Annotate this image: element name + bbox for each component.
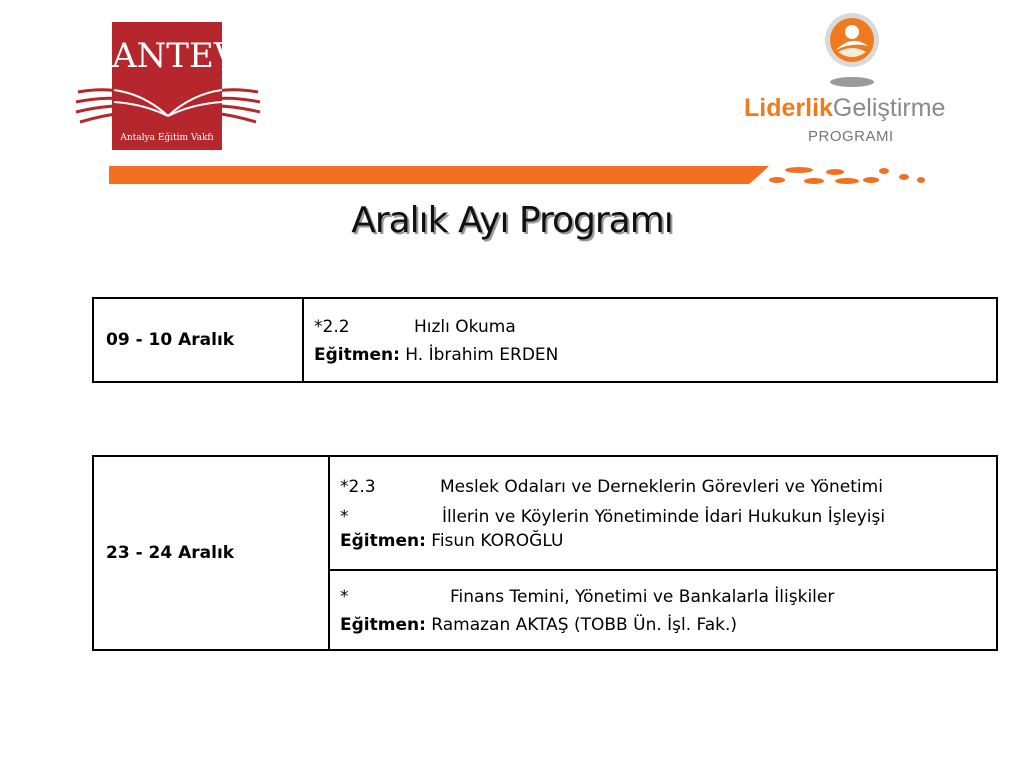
session-line xyxy=(314,313,984,341)
session-code: * xyxy=(340,507,349,527)
date-cell: 09 - 10 Aralık xyxy=(93,298,303,382)
open-book-icon xyxy=(74,76,262,134)
session-code: * xyxy=(340,587,349,607)
trainer-name: H. İbrahim ERDEN xyxy=(405,345,559,365)
trainer-name: Fisun KOROĞLU xyxy=(431,531,564,551)
person-emblem-icon xyxy=(822,12,882,90)
liderlik-subtitle: PROGRAMI xyxy=(808,128,894,145)
session-topic: Hızlı Okuma xyxy=(414,317,516,337)
session-line xyxy=(340,475,984,499)
page-title: Aralık Ayı Programı xyxy=(351,200,673,241)
session-topic: Finans Temini, Yönetimi ve Bankalarla İlişkiler xyxy=(450,587,835,607)
liderlik-wordmark xyxy=(744,94,945,123)
session-code: *2.2 xyxy=(314,317,350,337)
session-line xyxy=(340,505,984,529)
liderlik-word-light: Geliştirme xyxy=(832,94,946,122)
session-cell xyxy=(329,456,997,570)
session-cell xyxy=(303,298,997,382)
session-code: *2.3 xyxy=(340,477,376,497)
trainer-label: Eğitmen: xyxy=(340,615,426,635)
table-row xyxy=(93,298,997,382)
antev-logo-caption: Antalya Eğitim Vakfı xyxy=(120,133,214,143)
liderlik-word-bold: Liderlik xyxy=(744,94,833,122)
trainer-label: Eğitmen: xyxy=(340,531,426,551)
table-row xyxy=(93,456,997,570)
trainer-line xyxy=(314,341,984,369)
orange-divider-band xyxy=(109,166,929,186)
session-topic: İllerin ve Köylerin Yönetiminde İdari Hukukun İşleyişi xyxy=(442,507,886,527)
session-topic: Meslek Odaları ve Derneklerin Görevleri ve Yönetimi xyxy=(440,477,883,497)
antev-logo-word: ANTEV xyxy=(112,36,239,76)
schedule-table-2 xyxy=(92,455,998,651)
antev-logo xyxy=(74,22,262,152)
session-cell xyxy=(329,570,997,650)
trainer-line xyxy=(340,529,984,553)
trainer-name: Ramazan AKTAŞ (TOBB Ün. İşl. Fak.) xyxy=(431,615,738,635)
trainer-line xyxy=(340,611,984,639)
trainer-label: Eğitmen: xyxy=(314,345,400,365)
date-cell: 23 - 24 Aralık xyxy=(93,456,329,650)
schedule-table-1 xyxy=(92,297,998,383)
session-line xyxy=(340,583,984,611)
liderlik-logo xyxy=(744,12,964,152)
